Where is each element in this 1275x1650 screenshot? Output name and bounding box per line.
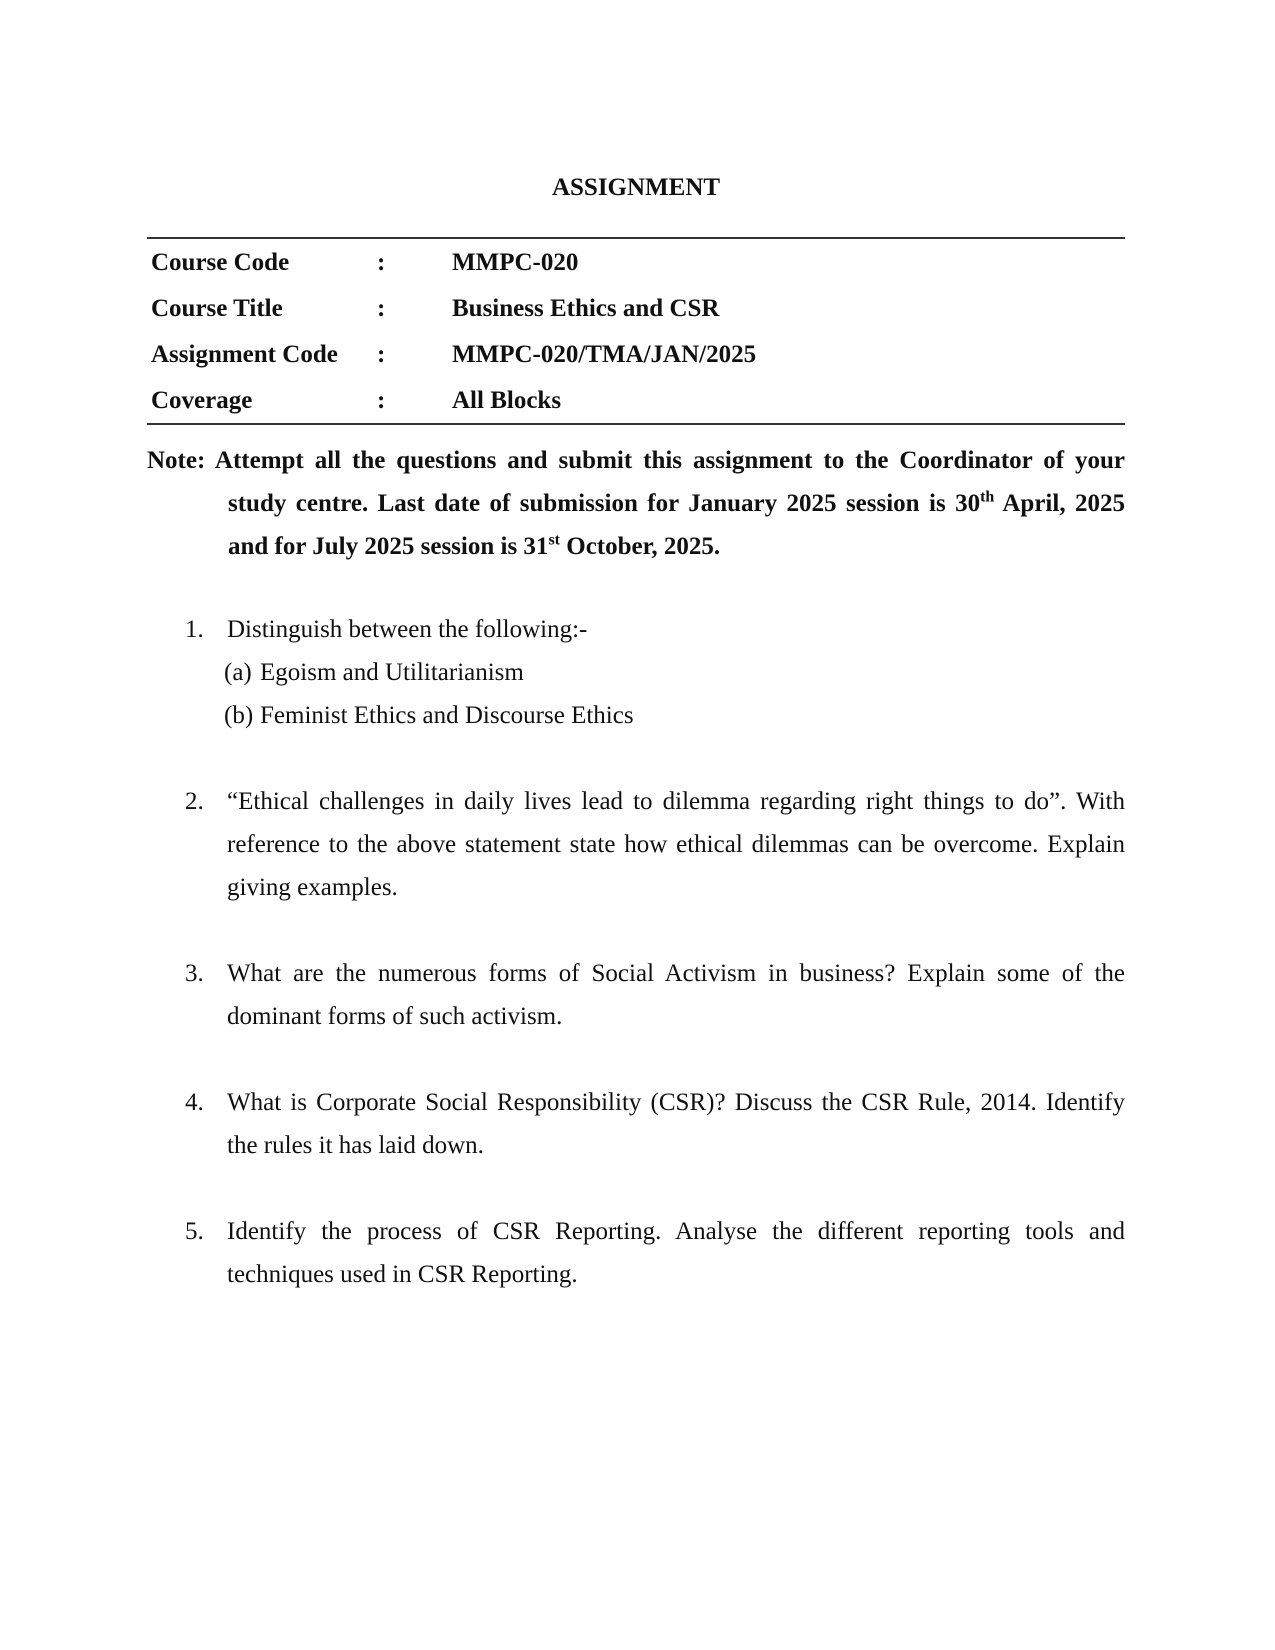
note-text: Attempt all the questions and submit this assignment to the Coordinator of your study centre. Last date of submission for January 2025 session is 30	[214, 447, 1126, 517]
course-info-table	[147, 237, 1125, 425]
sub-item-marker: (b)	[224, 702, 254, 729]
info-value: Business Ethics and CSR	[452, 294, 720, 322]
info-separator: :	[377, 248, 386, 276]
question-number: 4.	[185, 1089, 204, 1116]
question-text: Distinguish between the following:-	[227, 616, 588, 643]
info-separator: :	[377, 294, 386, 322]
info-value: MMPC-020/TMA/JAN/2025	[452, 340, 757, 368]
question-number: 5.	[185, 1218, 204, 1245]
page-title: ASSIGNMENT	[551, 174, 721, 201]
question-text: What is Corporate Social Responsibility (CSR)? Discuss the CSR Rule, 2014. Identify the rules it has laid down.	[227, 1089, 1125, 1159]
question-text: “Ethical challenges in daily lives lead to dilemma regarding right things to do”. With reference to the above statement state how ethical dilemmas can be overcome. Explain giving examples.	[227, 788, 1125, 901]
info-row-coverage	[147, 377, 1125, 423]
info-label: Course Title	[151, 294, 283, 322]
question-1-sub-b	[224, 694, 1125, 737]
ordinal-superscript: st	[548, 531, 560, 549]
info-row-course-title	[147, 285, 1125, 331]
note-text: April, 2025 and for July 2025 session is 31	[228, 490, 1125, 560]
question-4	[147, 1081, 1125, 1167]
note-label: Note:	[147, 447, 206, 474]
info-separator: :	[377, 386, 386, 414]
note-text: October, 2025.	[560, 533, 721, 560]
question-number: 1.	[185, 616, 204, 643]
question-3	[147, 952, 1125, 1038]
info-row-assignment-code	[147, 331, 1125, 377]
sub-item-text: Egoism and Utilitarianism	[260, 659, 524, 686]
question-1-sub-a	[224, 651, 1125, 694]
sub-item-text: Feminist Ethics and Discourse Ethics	[260, 702, 634, 729]
question-2	[147, 780, 1125, 909]
question-number: 3.	[185, 960, 204, 987]
info-value: All Blocks	[452, 386, 562, 414]
info-value: MMPC-020	[452, 248, 579, 276]
info-label: Assignment Code	[151, 340, 338, 368]
question-number: 2.	[185, 788, 204, 815]
note-paragraph	[147, 439, 1125, 568]
info-label: Coverage	[151, 386, 253, 414]
question-text: Identify the process of CSR Reporting. Analyse the different reporting tools and techniques used in CSR Reporting.	[227, 1218, 1125, 1288]
info-label: Course Code	[151, 248, 290, 276]
info-row-course-code	[147, 239, 1125, 285]
questions-list	[147, 608, 1125, 1296]
info-separator: :	[377, 340, 386, 368]
question-5	[147, 1210, 1125, 1296]
question-text: What are the numerous forms of Social Activism in business? Explain some of the dominant forms of such activism.	[227, 960, 1125, 1030]
ordinal-superscript: th	[980, 488, 995, 506]
sub-item-marker: (a)	[224, 659, 252, 686]
question-1	[147, 608, 1125, 737]
